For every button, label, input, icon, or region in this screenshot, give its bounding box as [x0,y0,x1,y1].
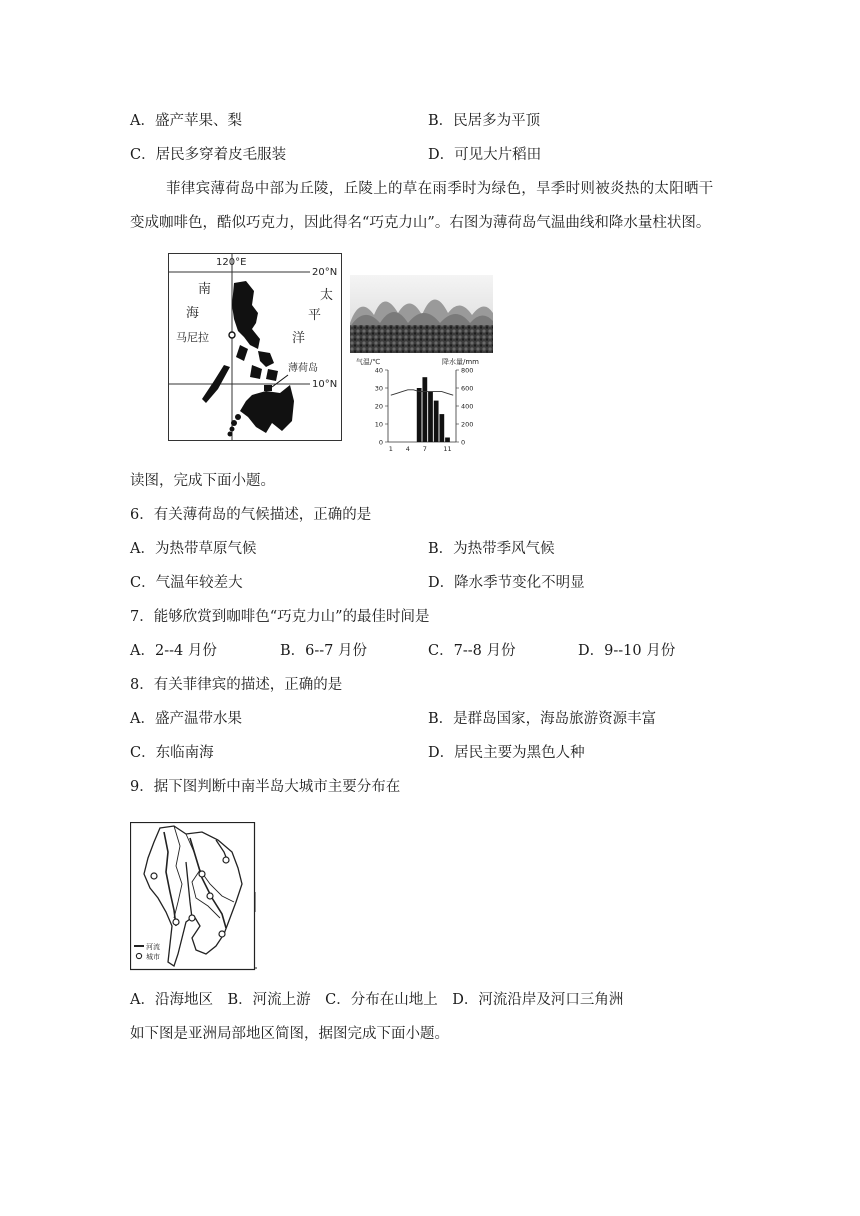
q6-option-d: D．降水季节变化不明显 [428,575,585,591]
manila-label: 马尼拉 [176,331,209,344]
legend-river-label: 河流 [146,943,160,951]
precip-bar [434,401,439,442]
legend-city-label: 城市 [146,953,160,961]
read-instruction: 读图，完成下面小题。 [130,473,275,489]
q7-stem: 7．能够欣赏到咖啡色“巧克力山”的最佳时间是 [130,609,430,625]
intro-line-2: 变成咖啡色，酷似巧克力，因此得名“巧克力山”。右图为薄荷岛气温曲线和降水量柱状图。 [130,215,711,231]
precip-axis-title: 降水量/mm [442,358,479,366]
precip-bar [422,377,427,442]
city-marker [207,893,213,899]
precip-bar [417,388,422,442]
bohol-island [264,385,272,391]
q5-option-b: B．民居多为平顶 [428,113,541,129]
q9-stem: 9．据下图判断中南半岛大城市主要分布在 [130,779,401,795]
q6-option-c: C．气温年较差大 [130,575,243,591]
city-marker [173,919,179,925]
precip-tick-label: 400 [461,402,474,411]
precip-tick-label: 600 [461,384,474,393]
city-marker [189,915,195,921]
q8-stem: 8．有关菲律宾的描述，正确的是 [130,677,343,693]
temp-tick-label: 30 [374,384,383,393]
temp-tick-label: 0 [378,438,383,447]
q7-option-c: C．7--8 月份 [428,643,516,659]
q5-option-c: C．居民多穿着皮毛服装 [130,147,287,163]
q7-option-a: A．2--4 月份 [130,643,217,659]
month-tick-label: 4 [405,445,410,453]
q6-option-a: A．为热带草原气候 [130,541,257,557]
sea-char-nan: 南 [198,282,212,297]
q5-option-a: A．盛产苹果、梨 [130,113,242,129]
temp-tick-label: 10 [374,420,383,429]
q6-option-b: B．为热带季风气候 [428,541,555,557]
precip-tick-label: 0 [461,438,466,447]
philippines-map [168,253,342,441]
precip-bar [428,392,433,442]
manila-marker [229,332,235,338]
month-tick-label: 11 [443,445,452,453]
q6-stem: 6．有关薄荷岛的气候描述，正确的是 [130,507,372,523]
indochina-map [130,822,258,972]
precip-tick-label: 800 [461,366,474,375]
q7-option-d: D．9--10 月份 [578,643,676,659]
temp-tick-label: 40 [374,366,383,375]
q8-option-c: C．东临南海 [130,745,214,761]
q8-option-a: A．盛产温带水果 [130,711,242,727]
city-marker [151,873,157,879]
legend-city-symbol [136,953,141,958]
precip-bar [445,438,450,443]
ocean-char-yang: 洋 [292,331,306,346]
temp-axis-title: 气温/℃ [356,358,381,366]
q9-options: A．沿海地区 B．河流上游 C．分布在山地上 D．河流沿岸及河口三角洲 [130,992,624,1008]
precip-tick-label: 200 [461,420,474,429]
q8-option-b: B．是群岛国家，海岛旅游资源丰富 [428,711,657,727]
temperature-line [391,390,453,395]
q8-option-d: D．居民主要为黑色人种 [428,745,585,761]
month-tick-label: 7 [422,445,427,453]
sea-char-hai: 海 [186,306,200,321]
lat-20n-label: 20°N [312,267,338,278]
lon-label: 120°E [216,257,247,268]
chocolate-hills-photo [350,275,493,353]
city-marker [219,931,225,937]
ocean-char-tai: 太 [320,288,334,303]
q5-option-d: D．可见大片稻田 [428,147,542,163]
precip-bar [439,414,444,442]
closing-instruction: 如下图是亚洲局部地区简图，据图完成下面小题。 [130,1026,449,1042]
month-tick-label: 1 [388,445,393,453]
ocean-char-ping: 平 [308,308,322,323]
lat-10n-label: 10°N [312,379,338,390]
bohol-label: 薄荷岛 [288,363,318,374]
temp-tick-label: 20 [374,402,383,411]
city-marker [223,857,229,863]
city-marker [199,871,205,877]
intro-line-1: 菲律宾薄荷岛中部为丘陵，丘陵上的草在雨季时为绿色，旱季时则被炎热的太阳晒干 [166,181,714,197]
q7-option-b: B．6--7 月份 [280,643,368,659]
climate-chart [350,356,490,456]
